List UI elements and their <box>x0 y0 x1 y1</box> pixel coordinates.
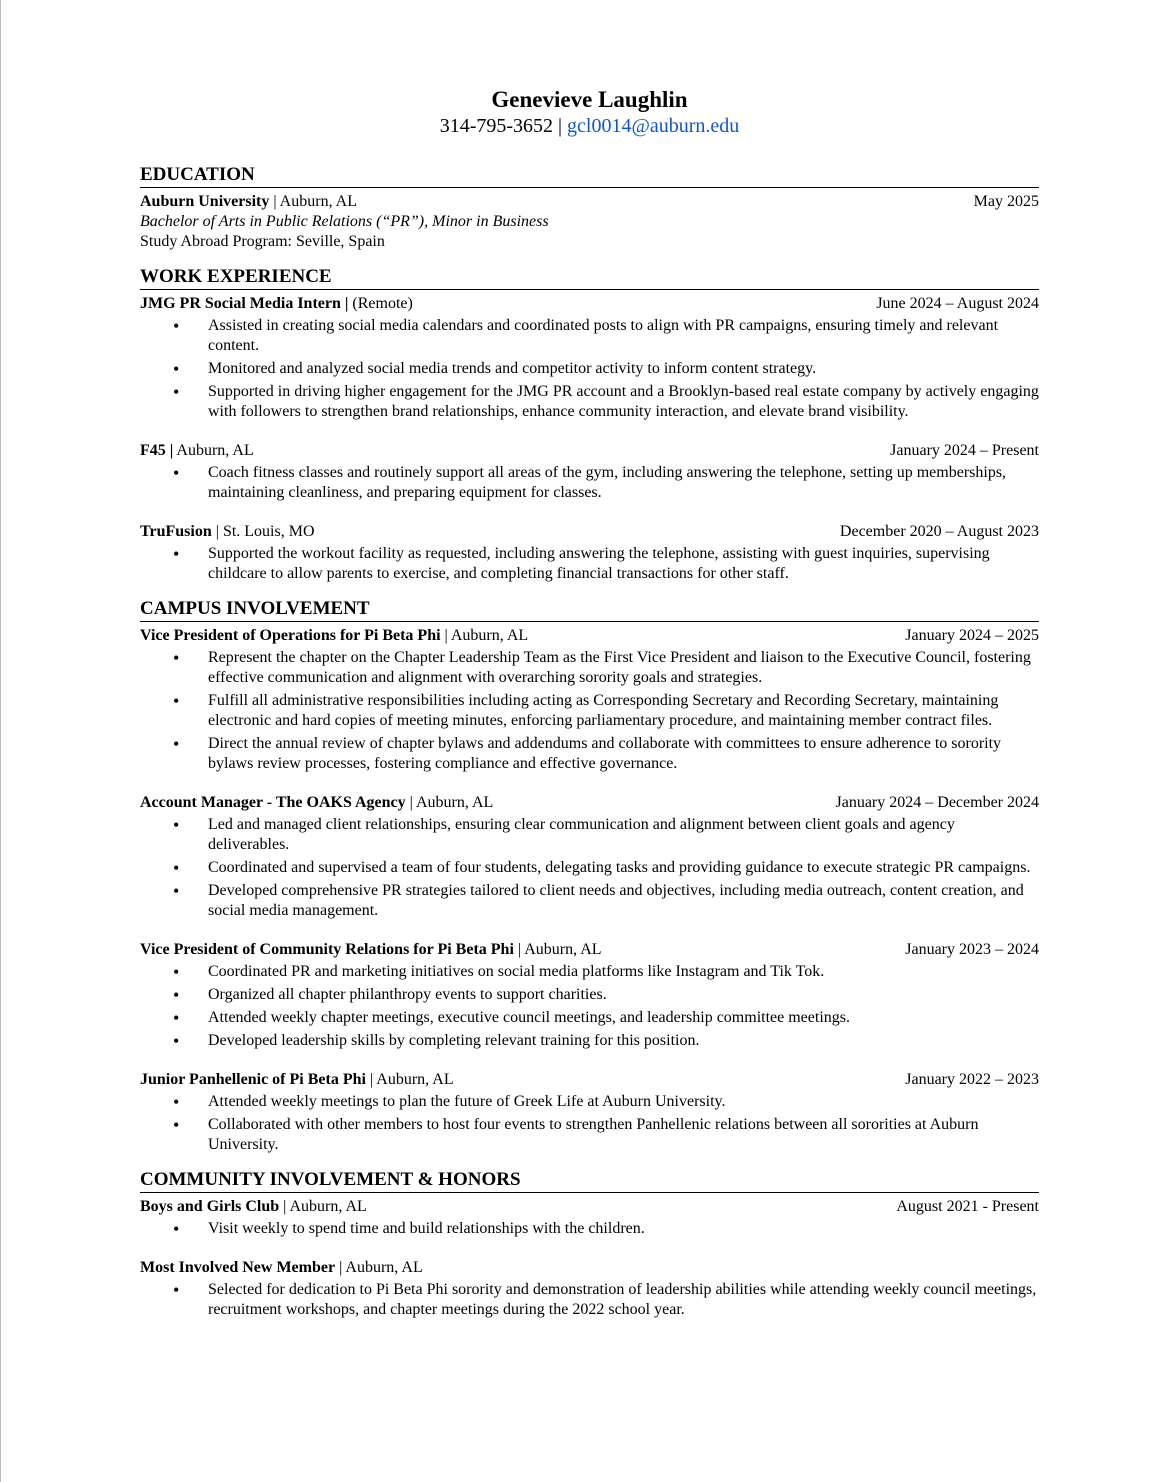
resume-section <box>140 1169 1039 1320</box>
section-title: COMMUNITY INVOLVEMENT & HONORS <box>140 1169 1039 1193</box>
entry-location: | Auburn, AL <box>405 794 494 811</box>
email-link[interactable]: gcl0014@auburn.edu <box>567 115 740 137</box>
resume-entry <box>140 192 1039 252</box>
resume-entry <box>140 441 1039 503</box>
entry-title <box>140 522 315 542</box>
entry-title <box>140 626 528 646</box>
entry-location: | Auburn, AL <box>269 193 358 210</box>
bullet-list <box>140 815 1039 921</box>
entry-dates: August 2021 - Present <box>896 1198 1039 1215</box>
bullet-item: • Selected for dedication to Pi Beta Phi sorority and demonstration of leadership abilities while attending weekly council meetings, recruitment workshops, and chapter meetings during the 2022 school year. <box>208 1280 1039 1320</box>
entry-title <box>140 793 493 813</box>
entry-header <box>140 793 1039 813</box>
entry-location: | Auburn, AL <box>365 1071 454 1088</box>
entry-location: | Auburn, AL <box>335 1259 423 1276</box>
entry-location: | St. Louis, MO <box>211 523 315 540</box>
section-title: EDUCATION <box>140 164 1039 188</box>
bullet-item: • Coach fitness classes and routinely support all areas of the gym, including answering the telephone, setting up memberships, maintaining cleanliness, and preparing equipment for classes. <box>208 463 1039 503</box>
bullet-list <box>140 1219 1039 1239</box>
entry-organization: TruFusion <box>140 523 212 540</box>
bullet-item: • Direct the annual review of chapter bylaws and addendums and collaborate with committees to ensure adherence to sorority bylaws review processes, fostering compliance and effective governance. <box>208 734 1039 774</box>
entry-location: | Auburn, AL <box>440 627 529 644</box>
entry-organization: Auburn University <box>140 193 270 210</box>
entry-detail-line: Bachelor of Arts in Public Relations (“PR”), Minor in Business <box>140 213 549 230</box>
resume-entry <box>140 294 1039 422</box>
resume-entry <box>140 522 1039 584</box>
bullet-item: • Supported in driving higher engagement for the JMG PR account and a Brooklyn-based real estate company by actively engaging with followers to strengthen brand relationships, enhance community interaction, and elevate brand visibility. <box>208 382 1039 422</box>
bullet-list <box>140 463 1039 503</box>
resume-entry <box>140 626 1039 774</box>
resume-entry <box>140 793 1039 921</box>
entry-title <box>140 441 254 461</box>
resume-entry <box>140 1070 1039 1155</box>
entry-location: Auburn, AL <box>173 442 254 459</box>
entry-header <box>140 294 1039 314</box>
resume-section <box>140 266 1039 584</box>
entry-organization: JMG PR Social Media Intern | <box>140 295 349 312</box>
entry-header <box>140 940 1039 960</box>
bullet-list <box>140 1092 1039 1155</box>
entry-location: | Auburn, AL <box>279 1198 367 1215</box>
bullet-item: • Organized all chapter philanthropy events to support charities. <box>208 985 1039 1005</box>
entry-header <box>140 441 1039 461</box>
entry-header <box>140 1258 1039 1278</box>
entry-organization: Junior Panhellenic of Pi Beta Phi <box>140 1071 366 1088</box>
entry-title <box>140 294 413 314</box>
bullet-list <box>140 648 1039 774</box>
bullet-item: • Attended weekly chapter meetings, executive council meetings, and leadership committee meetings. <box>208 1008 1039 1028</box>
resume-sections <box>140 164 1039 1320</box>
bullet-list <box>140 316 1039 422</box>
entry-header <box>140 626 1039 646</box>
entry-dates: January 2023 – 2024 <box>905 941 1039 958</box>
contact-line <box>140 114 1039 138</box>
resume-document <box>140 86 1039 1334</box>
bullet-item: • Visit weekly to spend time and build relationships with the children. <box>208 1219 1039 1239</box>
bullet-item: • Collaborated with other members to host four events to strengthen Panhellenic relations between all sororities at Auburn University. <box>208 1115 1039 1155</box>
entry-dates: January 2024 – December 2024 <box>835 794 1039 811</box>
candidate-name: Genevieve Laughlin <box>491 87 688 112</box>
bullet-list <box>140 1280 1039 1320</box>
bullet-item: • Coordinated and supervised a team of four students, delegating tasks and providing guidance to execute strategic PR campaigns. <box>208 858 1039 878</box>
entry-dates: June 2024 – August 2024 <box>876 295 1039 312</box>
entry-location: | Auburn, AL <box>513 941 602 958</box>
resume-entry <box>140 1258 1039 1320</box>
entry-header <box>140 522 1039 542</box>
entry-organization: Vice President of Operations for Pi Beta Phi <box>140 627 441 644</box>
bullet-item: • Assisted in creating social media calendars and coordinated posts to align with PR campaigns, ensuring timely and relevant content. <box>208 316 1039 356</box>
resume-section <box>140 164 1039 252</box>
resume-entry <box>140 940 1039 1051</box>
bullet-item: • Attended weekly meetings to plan the future of Greek Life at Auburn University. <box>208 1092 1039 1112</box>
entry-organization: F45 | <box>140 442 174 459</box>
bullet-item: • Developed leadership skills by completing relevant training for this position. <box>208 1031 1039 1051</box>
bullet-item: • Developed comprehensive PR strategies tailored to client needs and objectives, including media outreach, content creation, and social media management. <box>208 881 1039 921</box>
section-title: WORK EXPERIENCE <box>140 266 1039 290</box>
entry-dates: January 2024 – Present <box>890 442 1039 459</box>
phone-number: 314-795-3652 <box>439 115 554 137</box>
entry-detail-line: Study Abroad Program: Seville, Spain <box>140 233 385 250</box>
entry-dates: January 2024 – 2025 <box>905 627 1039 644</box>
bullet-list <box>140 962 1039 1051</box>
entry-organization: Boys and Girls Club <box>140 1198 280 1215</box>
bullet-item: • Supported the workout facility as requested, including answering the telephone, assisting with guest inquiries, supervising childcare to allow parents to exercise, and completing financial transactions for other staff. <box>208 544 1039 584</box>
contact-separator: | <box>553 115 568 137</box>
bullet-item: • Monitored and analyzed social media trends and competitor activity to inform content strategy. <box>208 359 1039 379</box>
bullet-item: • Led and managed client relationships, ensuring clear communication and alignment between client goals and agency deliverables. <box>208 815 1039 855</box>
entry-title <box>140 192 357 212</box>
entry-header <box>140 1197 1039 1217</box>
resume-header <box>140 86 1039 138</box>
bullet-list <box>140 544 1039 584</box>
entry-dates: December 2020 – August 2023 <box>839 523 1039 540</box>
resume-entry <box>140 1197 1039 1239</box>
entry-organization: Vice President of Community Relations for Pi Beta Phi <box>140 941 514 958</box>
entry-location: (Remote) <box>348 295 413 312</box>
entry-header <box>140 192 1039 212</box>
section-title: CAMPUS INVOLVEMENT <box>140 598 1039 622</box>
bullet-item: • Fulfill all administrative responsibilities including acting as Corresponding Secretary and Recording Secretary, maintaining electronic and hard copies of meeting minutes, enforcing parliamentary procedure, and maintaining member contract files. <box>208 691 1039 731</box>
entry-title <box>140 1197 367 1217</box>
entry-title <box>140 940 602 960</box>
entry-dates: January 2022 – 2023 <box>905 1071 1039 1088</box>
entry-header <box>140 1070 1039 1090</box>
entry-organization: Account Manager - The OAKS Agency <box>140 794 406 811</box>
bullet-item: • Coordinated PR and marketing initiatives on social media platforms like Instagram and Tik Tok. <box>208 962 1039 982</box>
entry-organization: Most Involved New Member <box>140 1259 336 1276</box>
entry-title <box>140 1258 423 1278</box>
resume-section <box>140 598 1039 1155</box>
page-edge <box>0 0 1 1482</box>
bullet-item: • Represent the chapter on the Chapter Leadership Team as the First Vice President and liaison to the Executive Council, fostering effective communication and alignment with overarching sorority goals and strategies. <box>208 648 1039 688</box>
entry-dates: May 2025 <box>973 193 1039 210</box>
entry-title <box>140 1070 454 1090</box>
